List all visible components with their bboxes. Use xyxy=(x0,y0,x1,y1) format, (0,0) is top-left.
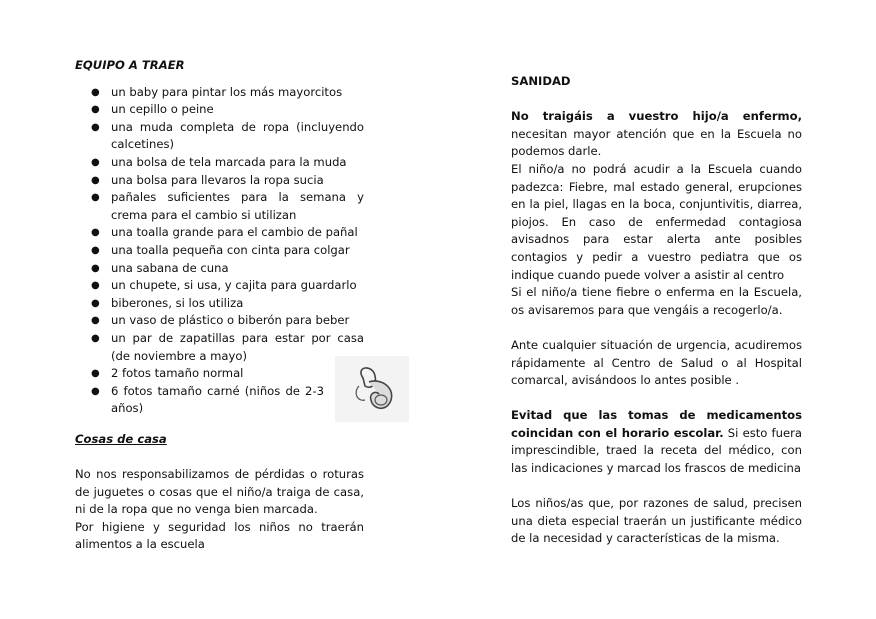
list-item: ● un par de zapatillas para estar por casa (de noviembre a mayo) xyxy=(91,330,364,363)
diet-paragraph: Los niños/as que, por razones de salud, precisen una dieta especial traerán un justificante médico de la necesidad y características de la misma. xyxy=(511,496,802,546)
hygiene-paragraph: Por higiene y seguridad los niños no traerán alimentos a la escuela xyxy=(75,519,364,552)
sick-child-paragraph: No traigáis a vuestro hijo/a enfermo, necesitan mayor atención que en la Escuela no podemos darle. xyxy=(511,109,802,159)
list-item: ● un vaso de plástico o biberón para beber xyxy=(91,313,350,328)
list-item: ● un cepillo o peine xyxy=(91,102,214,117)
list-item: ● una muda completa de ropa (incluyendo calcetines) xyxy=(91,119,364,152)
list-item: ● una toalla grande para el cambio de pañal xyxy=(91,225,358,240)
left-column xyxy=(75,57,364,554)
right-column xyxy=(511,73,802,548)
equipment-heading: EQUIPO A TRAER xyxy=(75,58,185,72)
list-item: ● una sabana de cuna xyxy=(91,260,229,275)
medication-paragraph: Evitad que las tomas de medicamentos coincidan con el horario escolar. Si esto fuera imprescindible, traed la receta del médico, con las indicaciones y marcad los frascos de medicina xyxy=(511,408,802,476)
fever-paragraph: Si el niño/a tiene fiebre o enferma en la Escuela, os avisaremos para que vengáis a recogerlo/a. xyxy=(511,285,802,317)
list-item: ● pañales suficientes para la semana y crema para el cambio si utilizan xyxy=(91,190,364,222)
list-item: ● un chupete, si usa, y cajita para guardarlo xyxy=(91,278,357,293)
emergency-paragraph: Ante cualquier situación de urgencia, acudiremos rápidamente al Centro de Salud o al Hospital comarcal, avisándoos lo antes posible . xyxy=(511,337,802,388)
home-items-heading: Cosas de casa xyxy=(75,431,167,446)
home-items-paragraph: No nos responsabilizamos de pérdidas o roturas de juguetes o cosas que el niño/a traiga de casa, ni de la ropa que no venga bien marcada. xyxy=(75,467,364,517)
pacifier-icon xyxy=(335,356,409,422)
list-item: ● un baby para pintar los más mayorcitos xyxy=(91,84,343,99)
equipment-list xyxy=(75,84,364,418)
illness-paragraph: El niño/a no podrá acudir a la Escuela cuando padezca: Fiebre, mal estado general, erupciones en la piel, llagas en la boca, conjuntivitis, diarrea, piojos. En caso de enfermedad contagiosa avisadnos para estar alerta ante posibles contagios y pedir a vuestro pediatra que os indique cuando puede volver a asistir al centro xyxy=(511,161,802,282)
list-item: ● una toalla pequeña con cinta para colgar xyxy=(91,242,350,257)
list-item: ● una bolsa para llevaros la ropa sucia xyxy=(91,172,324,187)
list-item: ● 6 fotos tamaño carné (niños de 2-3 años) xyxy=(91,383,324,416)
list-item: ● una bolsa de tela marcada para la muda xyxy=(91,154,347,169)
list-item: ● biberones, si los utiliza xyxy=(91,295,244,310)
health-heading: SANIDAD xyxy=(511,74,571,88)
list-item: ● 2 fotos tamaño normal xyxy=(91,366,244,381)
